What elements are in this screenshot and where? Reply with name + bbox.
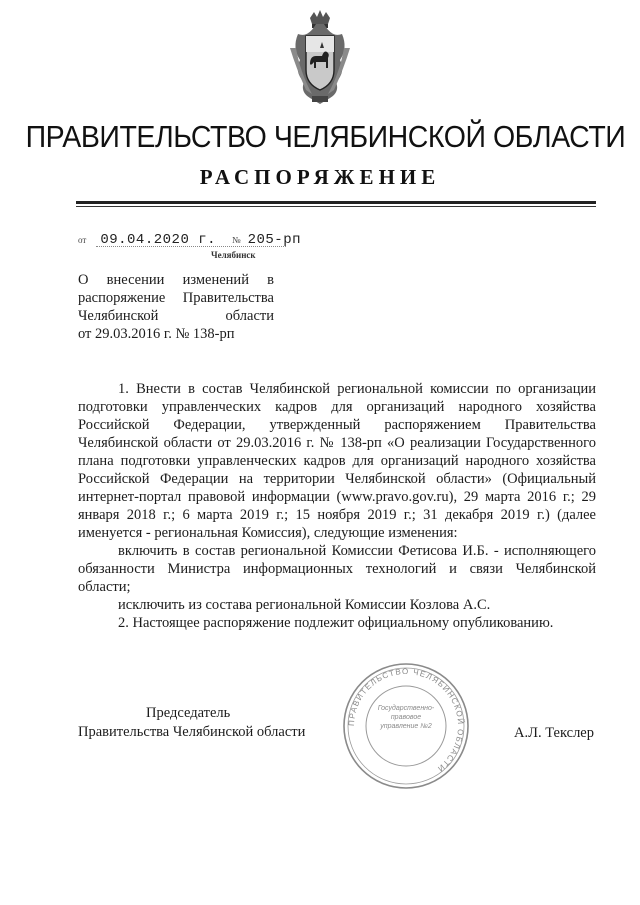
coat-of-arms-icon	[286, 8, 354, 106]
paragraph-3: исключить из состава региональной Комиссии Козлова А.С.	[118, 597, 491, 613]
header-divider-thick	[76, 201, 596, 204]
organization-title: ПРАВИТЕЛЬСТВО ЧЕЛЯБИНСКОЙ ОБЛАСТИ	[25, 119, 626, 154]
city-name: Челябинск	[211, 250, 256, 260]
number-label: №	[232, 235, 241, 245]
official-seal-stamp	[340, 660, 472, 792]
registration-underline	[96, 246, 286, 247]
position-line-2: Правительства Челябинской области	[78, 724, 306, 740]
signatory-name: А.Л. Текслер	[514, 725, 594, 741]
document-subject	[78, 271, 274, 343]
subject-line-3: Челябинской области	[78, 308, 274, 324]
document-body	[78, 380, 596, 632]
subject-line-2: распоряжение Правительства	[78, 290, 274, 306]
document-date: 09.04.2020 г.	[100, 232, 217, 248]
paragraph-4: 2. Настоящее распоряжение подлежит официальному опубликованию.	[118, 615, 554, 631]
signatory-position	[78, 704, 318, 742]
subject-line-1: О внесении изменений в	[78, 272, 274, 288]
seal-outer-text: ПРАВИТЕЛЬСТВО ЧЕЛЯБИНСКОЙ ОБЛАСТИ	[346, 666, 466, 774]
document-number: 205-рп	[247, 232, 302, 248]
date-label: от	[78, 235, 87, 245]
seal-inner-text: Государственно-правовое управление №2	[377, 705, 435, 730]
document-type: РАСПОРЯЖЕНИЕ	[199, 165, 441, 189]
paragraph-2: включить в состав региональной Комиссии Фетисова И.Б. - исполняющего обязанности Министра информационных технологий и связи Челябинской области;	[78, 543, 596, 595]
header-divider-thin	[76, 206, 596, 207]
paragraph-1: 1. Внести в состав Челябинской региональной комиссии по организации подготовки управленческих кадров для организаций народного хозяйства Российской Федерации, утвержденный распоряжением Правительства Челябинской области от 29.03.2016 г. № 138-рп «О реализации Государственного плана подготовки управленческих кадров для организаций народного хозяйства Российской Федерации на территории Челябинской области» (Официальный интернет-портал правовой информации (www.pravo.gov.ru), 29 марта 2016 г.; 29 января 2018 г.; 6 марта 2019 г.; 15 ноября 2019 г.; 31 декабря 2019 г.) (далее именуется - региональная Комиссия), следующие изменения:	[78, 381, 596, 541]
position-line-1: Председатель	[146, 705, 231, 721]
subject-line-4: от 29.03.2016 г. № 138-рп	[78, 326, 235, 342]
